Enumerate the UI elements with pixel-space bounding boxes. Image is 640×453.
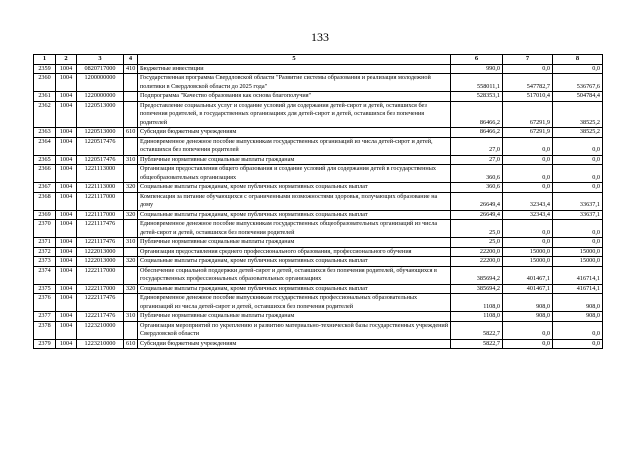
expense-type-cell — [124, 92, 138, 102]
amount-col7-cell: 401467,1 — [503, 284, 553, 294]
description-cell: Субсидии бюджетным учреждениям — [138, 128, 451, 138]
amount-col7-cell: 908,0 — [503, 294, 553, 312]
table-row — [34, 165, 603, 183]
description-cell: Компенсация за питание обучающихся с ограниченными возможностями здоровья, получающих образование на дому — [138, 192, 451, 210]
amount-col7-cell: 67291,9 — [503, 128, 553, 138]
amount-col8-cell: 0,0 — [553, 321, 603, 339]
row-number-cell: 2375 — [34, 284, 56, 294]
target-article-cell: 1221113000 — [77, 165, 124, 183]
amount-col6-cell: 27,0 — [451, 155, 503, 165]
section-code-cell: 1004 — [56, 210, 77, 220]
amount-col7-cell: 547782,7 — [503, 74, 553, 92]
target-article-cell: 1221117476 — [77, 220, 124, 238]
table-row — [34, 294, 603, 312]
target-article-cell: 1220517476 — [77, 137, 124, 155]
target-article-cell: 1221113000 — [77, 183, 124, 193]
table-row — [34, 284, 603, 294]
target-article-cell: 1220000000 — [77, 92, 124, 102]
target-article-cell: 1222013000 — [77, 247, 124, 257]
amount-col7-cell: 0,0 — [503, 321, 553, 339]
table-row — [34, 312, 603, 322]
expense-type-cell: 410 — [124, 64, 138, 74]
table-row — [34, 210, 603, 220]
table-row — [34, 64, 603, 74]
amount-col6-cell: 1108,0 — [451, 294, 503, 312]
target-article-cell: 1223210000 — [77, 339, 124, 349]
amount-col6-cell: 22200,0 — [451, 247, 503, 257]
amount-col7-cell: 401467,1 — [503, 266, 553, 284]
amount-col7-cell: 15000,0 — [503, 247, 553, 257]
column-header: 7 — [503, 55, 553, 65]
row-number-cell: 2367 — [34, 183, 56, 193]
amount-col8-cell: 15000,0 — [553, 247, 603, 257]
amount-col7-cell: 0,0 — [503, 137, 553, 155]
description-cell: Организация мероприятий по укреплению и развитию материально-технической базы государственных учреждений Свердловской области — [138, 321, 451, 339]
amount-col6-cell: 385694,2 — [451, 266, 503, 284]
description-cell: Субсидии бюджетным учреждениям — [138, 339, 451, 349]
amount-col8-cell: 536767,6 — [553, 74, 603, 92]
row-number-cell: 2373 — [34, 257, 56, 267]
amount-col8-cell: 0,0 — [553, 339, 603, 349]
description-cell: Социальные выплаты гражданам, кроме публичных нормативных социальных выплат — [138, 257, 451, 267]
amount-col6-cell: 26649,4 — [451, 192, 503, 210]
amount-col6-cell: 25,0 — [451, 238, 503, 248]
description-cell: Организация предоставления общего образования и создание условий для содержания детей в государственных общеобразовательных организациях — [138, 165, 451, 183]
amount-col7-cell: 908,0 — [503, 312, 553, 322]
column-header: 6 — [451, 55, 503, 65]
section-code-cell: 1004 — [56, 64, 77, 74]
description-cell: Единовременное денежное пособие выпускникам государственных организаций из числа детей-сирот и детей, оставшихся без попечения родителей — [138, 137, 451, 155]
amount-col8-cell: 38525,2 — [553, 128, 603, 138]
amount-col7-cell: 15000,0 — [503, 257, 553, 267]
amount-col7-cell: 0,0 — [503, 165, 553, 183]
amount-col8-cell: 33637,1 — [553, 192, 603, 210]
row-number-cell: 2379 — [34, 339, 56, 349]
amount-col8-cell: 0,0 — [553, 220, 603, 238]
section-code-cell: 1004 — [56, 92, 77, 102]
table-row — [34, 266, 603, 284]
description-cell: Организация предоставления среднего профессионального образования, профессионального обучения — [138, 247, 451, 257]
column-header: 1 — [34, 55, 56, 65]
amount-col6-cell: 86466,2 — [451, 128, 503, 138]
amount-col6-cell: 5822,7 — [451, 321, 503, 339]
target-article-cell: 1220513000 — [77, 128, 124, 138]
description-cell: Обеспечение социальной поддержки детей-сирот и детей, оставшихся без попечения родителей, обучающихся в государственных профессиональных образовательных организациях — [138, 266, 451, 284]
target-article-cell: 1222117476 — [77, 294, 124, 312]
row-number-cell: 2366 — [34, 165, 56, 183]
amount-col8-cell: 416714,1 — [553, 284, 603, 294]
section-code-cell: 1004 — [56, 321, 77, 339]
description-cell: Социальные выплаты гражданам, кроме публичных нормативных социальных выплат — [138, 210, 451, 220]
amount-col6-cell: 5822,7 — [451, 339, 503, 349]
target-article-cell: 1221117000 — [77, 192, 124, 210]
target-article-cell: 1222117476 — [77, 312, 124, 322]
column-header: 3 — [77, 55, 124, 65]
row-number-cell: 2360 — [34, 74, 56, 92]
table-row — [34, 101, 603, 128]
description-cell: Публичные нормативные социальные выплаты гражданам — [138, 155, 451, 165]
amount-col7-cell: 0,0 — [503, 238, 553, 248]
description-cell: Социальные выплаты гражданам, кроме публичных нормативных социальных выплат — [138, 284, 451, 294]
amount-col6-cell: 1108,0 — [451, 312, 503, 322]
table-row — [34, 155, 603, 165]
section-code-cell: 1004 — [56, 183, 77, 193]
amount-col7-cell: 32343,4 — [503, 210, 553, 220]
section-code-cell: 1004 — [56, 220, 77, 238]
section-code-cell: 1004 — [56, 74, 77, 92]
amount-col6-cell: 558011,1 — [451, 74, 503, 92]
row-number-cell: 2378 — [34, 321, 56, 339]
expense-type-cell: 610 — [124, 339, 138, 349]
row-number-cell: 2369 — [34, 210, 56, 220]
amount-col6-cell: 360,6 — [451, 165, 503, 183]
target-article-cell: 1200000000 — [77, 74, 124, 92]
expense-type-cell: 320 — [124, 257, 138, 267]
section-code-cell: 1004 — [56, 247, 77, 257]
expense-type-cell — [124, 294, 138, 312]
target-article-cell: 1222117000 — [77, 266, 124, 284]
section-code-cell: 1004 — [56, 284, 77, 294]
section-code-cell: 1004 — [56, 128, 77, 138]
section-code-cell: 1004 — [56, 165, 77, 183]
budget-table — [33, 54, 603, 349]
expense-type-cell — [124, 266, 138, 284]
table-row — [34, 257, 603, 267]
target-article-cell: 1220517476 — [77, 155, 124, 165]
target-article-cell: 1223210000 — [77, 321, 124, 339]
row-number-cell: 2362 — [34, 101, 56, 128]
table-row — [34, 220, 603, 238]
table-row — [34, 183, 603, 193]
amount-col7-cell: 0,0 — [503, 339, 553, 349]
target-article-cell: 1220513000 — [77, 101, 124, 128]
amount-col7-cell: 32343,4 — [503, 192, 553, 210]
description-cell: Публичные нормативные социальные выплаты гражданам — [138, 238, 451, 248]
amount-col8-cell: 504784,4 — [553, 92, 603, 102]
row-number-cell: 2365 — [34, 155, 56, 165]
header-row — [34, 55, 603, 65]
expense-type-cell: 320 — [124, 284, 138, 294]
amount-col8-cell: 0,0 — [553, 155, 603, 165]
amount-col7-cell: 67291,9 — [503, 101, 553, 128]
target-article-cell: 1221117476 — [77, 238, 124, 248]
row-number-cell: 2370 — [34, 220, 56, 238]
row-number-cell: 2368 — [34, 192, 56, 210]
table-row — [34, 192, 603, 210]
row-number-cell: 2374 — [34, 266, 56, 284]
target-article-cell: 0820717000 — [77, 64, 124, 74]
row-number-cell: 2363 — [34, 128, 56, 138]
section-code-cell: 1004 — [56, 266, 77, 284]
target-article-cell: 1221117000 — [77, 210, 124, 220]
expense-type-cell — [124, 165, 138, 183]
table-row — [34, 74, 603, 92]
section-code-cell: 1004 — [56, 155, 77, 165]
amount-col7-cell: 0,0 — [503, 155, 553, 165]
target-article-cell: 1222117000 — [77, 284, 124, 294]
row-number-cell: 2372 — [34, 247, 56, 257]
section-code-cell: 1004 — [56, 294, 77, 312]
target-article-cell: 1222013000 — [77, 257, 124, 267]
table-row — [34, 238, 603, 248]
amount-col6-cell: 86466,2 — [451, 101, 503, 128]
expense-type-cell — [124, 101, 138, 128]
description-cell: Предоставление социальных услуг и создание условий для содержания детей-сирот и детей, оставшихся без попечения родителей, в государственных организациях для детей-сирот и детей, оставшихся без попечения родителей — [138, 101, 451, 128]
expense-type-cell: 610 — [124, 128, 138, 138]
column-header: 8 — [553, 55, 603, 65]
description-cell: Государственная программа Свердловской области "Развитие системы образования и реализация молодежной политики в Свердловской области до 2025 года" — [138, 74, 451, 92]
table-row — [34, 321, 603, 339]
description-cell: Бюджетные инвестиции — [138, 64, 451, 74]
table-row — [34, 339, 603, 349]
amount-col8-cell: 0,0 — [553, 137, 603, 155]
amount-col8-cell: 0,0 — [553, 64, 603, 74]
expense-type-cell: 310 — [124, 312, 138, 322]
table-row — [34, 92, 603, 102]
description-cell: Единовременное денежное пособие выпускникам государственных общеобразовательных организаций из числа детей-сирот и детей, оставшихся без попечения родителей — [138, 220, 451, 238]
amount-col8-cell: 38525,2 — [553, 101, 603, 128]
page-number: 133 — [311, 30, 329, 44]
amount-col6-cell: 26649,4 — [451, 210, 503, 220]
expense-type-cell: 320 — [124, 210, 138, 220]
row-number-cell: 2377 — [34, 312, 56, 322]
expense-type-cell — [124, 247, 138, 257]
amount-col6-cell: 22200,0 — [451, 257, 503, 267]
table-row — [34, 128, 603, 138]
expense-type-cell: 310 — [124, 155, 138, 165]
row-number-cell: 2364 — [34, 137, 56, 155]
table-row — [34, 137, 603, 155]
amount-col8-cell: 908,0 — [553, 294, 603, 312]
column-header: 5 — [138, 55, 451, 65]
amount-col7-cell: 0,0 — [503, 220, 553, 238]
description-cell: Публичные нормативные социальные выплаты гражданам — [138, 312, 451, 322]
amount-col6-cell: 27,0 — [451, 137, 503, 155]
amount-col6-cell: 25,0 — [451, 220, 503, 238]
expense-type-cell — [124, 137, 138, 155]
amount-col8-cell: 0,0 — [553, 183, 603, 193]
amount-col8-cell: 33637,1 — [553, 210, 603, 220]
amount-col8-cell: 0,0 — [553, 238, 603, 248]
description-cell: Единовременное денежное пособие выпускникам государственных профессиональных образовательных организаций из числа детей-сирот и детей, оставшихся без попечения родителей — [138, 294, 451, 312]
expense-type-cell — [124, 321, 138, 339]
expense-type-cell — [124, 220, 138, 238]
amount-col6-cell: 528353,1 — [451, 92, 503, 102]
expense-type-cell — [124, 192, 138, 210]
amount-col8-cell: 15000,0 — [553, 257, 603, 267]
section-code-cell: 1004 — [56, 137, 77, 155]
description-cell: Подпрограмма "Качество образования как основа благополучия" — [138, 92, 451, 102]
amount-col7-cell: 0,0 — [503, 183, 553, 193]
section-code-cell: 1004 — [56, 238, 77, 248]
table-row — [34, 247, 603, 257]
amount-col7-cell: 517010,4 — [503, 92, 553, 102]
amount-col6-cell: 385694,2 — [451, 284, 503, 294]
column-header: 2 — [56, 55, 77, 65]
expense-type-cell — [124, 74, 138, 92]
amount-col8-cell: 0,0 — [553, 165, 603, 183]
amount-col6-cell: 990,0 — [451, 64, 503, 74]
row-number-cell: 2376 — [34, 294, 56, 312]
section-code-cell: 1004 — [56, 312, 77, 322]
row-number-cell: 2361 — [34, 92, 56, 102]
section-code-cell: 1004 — [56, 257, 77, 267]
column-header: 4 — [124, 55, 138, 65]
expense-type-cell: 320 — [124, 183, 138, 193]
expense-type-cell: 310 — [124, 238, 138, 248]
row-number-cell: 2359 — [34, 64, 56, 74]
amount-col7-cell: 0,0 — [503, 64, 553, 74]
section-code-cell: 1004 — [56, 192, 77, 210]
section-code-cell: 1004 — [56, 339, 77, 349]
amount-col6-cell: 360,6 — [451, 183, 503, 193]
amount-col8-cell: 908,0 — [553, 312, 603, 322]
row-number-cell: 2371 — [34, 238, 56, 248]
section-code-cell: 1004 — [56, 101, 77, 128]
description-cell: Социальные выплаты гражданам, кроме публичных нормативных социальных выплат — [138, 183, 451, 193]
amount-col8-cell: 416714,1 — [553, 266, 603, 284]
